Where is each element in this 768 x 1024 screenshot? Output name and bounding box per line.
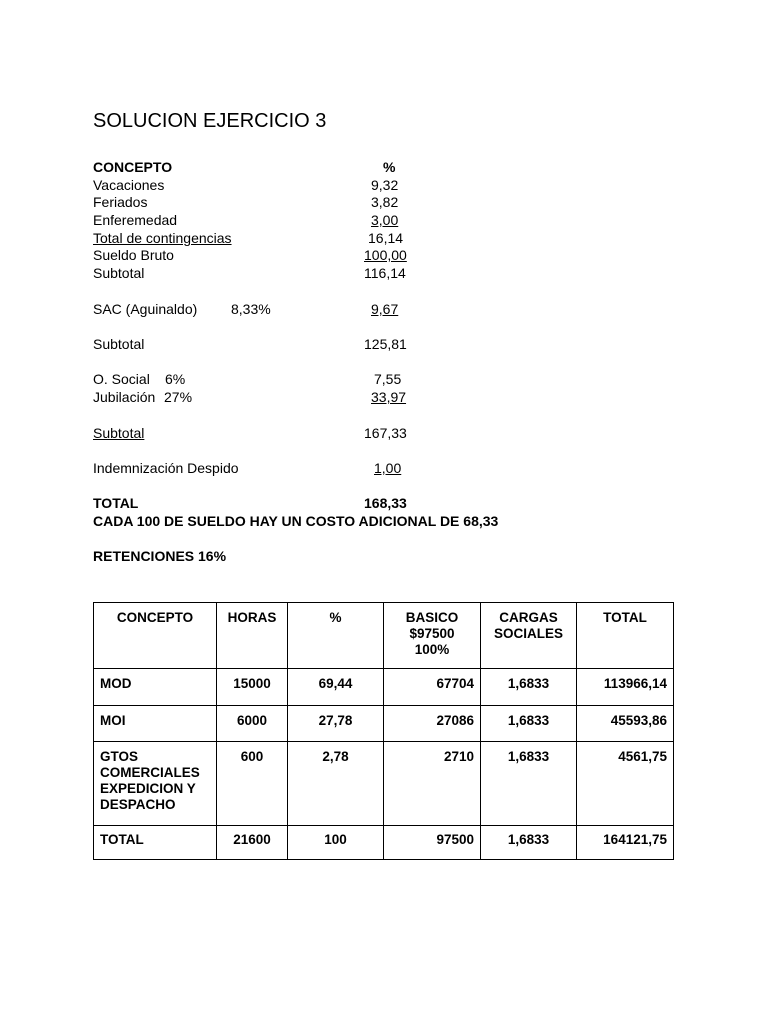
cell-cargas: 1,6833 [481,706,577,742]
subtotal2-value: 125,81 [364,336,407,352]
osocial-label: O. Social [93,371,150,387]
header-total: TOTAL [577,603,674,669]
jubilacion-label: Jubilación [93,389,156,405]
row-value-enferemedad: 3,00 [371,212,399,228]
cell-basico: 2710 [384,742,481,826]
row-value-sueldo-bruto: 100,00 [364,247,407,263]
row-value-subtotal: 116,14 [364,265,406,281]
cell-basico: 97500 [384,826,481,860]
header-basico: BASICO $97500 100% [384,603,481,669]
concept-header-percent: % [383,159,396,175]
jubilacion-rate: 27% [164,389,193,405]
cell-total: 164121,75 [577,826,674,860]
cell-horas: 6000 [217,706,288,742]
sac-label: SAC (Aguinaldo) [93,301,198,317]
header-cargas-sociales: CARGAS SOCIALES [481,603,577,669]
osocial-rate: 6% [165,371,186,387]
row-label-enferemedad: Enferemedad [93,212,178,228]
row-value-total-contingencias: 16,14 [368,230,404,246]
sac-rate: 8,33% [231,301,271,317]
row-label-vacaciones: Vacaciones [93,177,165,193]
row-value-vacaciones: 9,32 [371,177,399,193]
cell-percent: 100 [288,826,384,860]
jubilacion-value: 33,97 [371,389,407,405]
subtotal2-label: Subtotal [93,336,145,352]
additional-cost-note: CADA 100 DE SUELDO HAY UN COSTO ADICIONAL DE 68,33 [93,513,499,529]
cell-concepto: MOD [94,669,217,706]
cell-cargas: 1,6833 [481,669,577,706]
table-row [94,669,674,706]
cost-table [93,602,674,860]
cell-concepto: TOTAL [94,826,217,860]
cell-total: 45593,86 [577,706,674,742]
cell-concepto: MOI [94,706,217,742]
header-percent: % [288,603,384,669]
cell-horas: 15000 [217,669,288,706]
row-label-total-contingencias: Total de contingencias [93,230,232,246]
cell-total: 4561,75 [577,742,674,826]
cell-percent: 69,44 [288,669,384,706]
cell-percent: 2,78 [288,742,384,826]
concept-header-label: CONCEPTO [93,159,173,175]
cell-concepto: GTOS COMERCIALES EXPEDICION Y DESPACHO [94,742,217,826]
table-row [94,826,674,860]
retenciones-label: RETENCIONES 16% [93,548,227,564]
total-label: TOTAL [93,495,139,511]
total-value: 168,33 [364,495,407,511]
cell-cargas: 1,6833 [481,742,577,826]
row-label-feriados: Feriados [93,194,148,210]
subtotal3-label: Subtotal [93,425,145,441]
header-concepto: CONCEPTO [94,603,217,669]
table-row [94,742,674,826]
indemnizacion-value: 1,00 [374,460,402,476]
table-header-row [94,603,674,669]
osocial-value: 7,55 [374,371,402,387]
cell-basico: 67704 [384,669,481,706]
cell-horas: 600 [217,742,288,826]
page-title: SOLUCION EJERCICIO 3 [93,110,327,132]
cell-percent: 27,78 [288,706,384,742]
cell-cargas: 1,6833 [481,826,577,860]
cell-horas: 21600 [217,826,288,860]
row-label-sueldo-bruto: Sueldo Bruto [93,247,174,263]
subtotal3-value: 167,33 [364,425,407,441]
cell-basico: 27086 [384,706,481,742]
indemnizacion-label: Indemnización Despido [93,460,239,476]
row-value-feriados: 3,82 [371,194,399,210]
cell-total: 113966,14 [577,669,674,706]
table-row [94,706,674,742]
row-label-subtotal: Subtotal [93,265,145,281]
header-horas: HORAS [217,603,288,669]
sac-value: 9,67 [371,301,399,317]
